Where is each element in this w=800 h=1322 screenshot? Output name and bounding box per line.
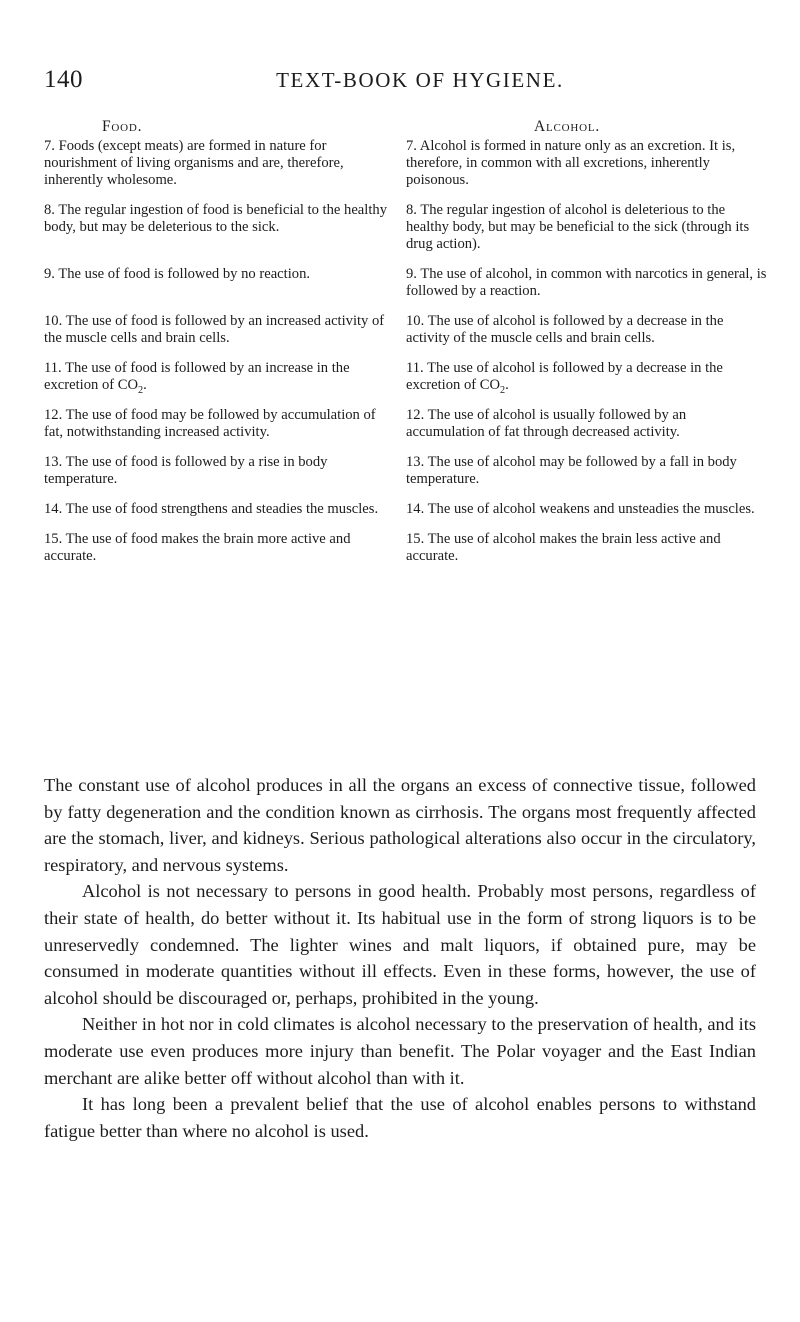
food-item-13: 13. The use of food is followed by a rise in body temperature. — [44, 454, 328, 487]
alcohol-item-11: 11. The use of alcohol is followed by a decrease in the excretion of $CO_2$. — [406, 360, 723, 396]
food-item-15: 15. The use of food makes the brain more active and accurate. — [44, 531, 351, 564]
paragraph-cirrhosis: The constant use of alcohol produces in all the organs an excess of connective tissue, followed by fatty degeneration and the condition known as cirrhosis. The organs most frequently affected are the stomach, liver, and kidneys. Serious pathological alterations also occur in the circulatory, respiratory, and nervous systems. — [44, 775, 756, 875]
paragraph-climates: Neither in hot nor in cold climates is alcohol necessary to the preservation of health, and its moderate use even produces more injury than benefit. The Polar voyager and the East Indian merchant are alike better off without alcohol than with it. — [44, 1014, 756, 1088]
alcohol-item-13: 13. The use of alcohol may be followed by a fall in body temperature. — [406, 454, 737, 487]
food-column-heading: Food. — [102, 118, 143, 135]
food-item-12: 12. The use of food may be followed by accumulation of fat, notwithstanding increased activity. — [44, 407, 376, 440]
comparison-table — [44, 118, 767, 578]
alcohol-item-7: 7. Alcohol is formed in nature only as an excretion. It is, therefore, in common with all excretions, inherently poisonous. — [406, 138, 736, 188]
alcohol-column-heading: Alcohol. — [534, 118, 601, 135]
body-text — [44, 772, 756, 1144]
alcohol-item-12: 12. The use of alcohol is usually followed by an accumulation of fat through decreased activity. — [406, 407, 687, 440]
alcohol-item-9: 9. The use of alcohol, in common with narcotics in general, is followed by a reaction. — [406, 266, 767, 299]
food-item-11: 11. The use of food is followed by an increase in the excretion of $CO_2$. — [44, 360, 350, 396]
paragraph-fatigue: It has long been a prevalent belief that the use of alcohol enables persons to withstand fatigue better than where no alcohol is used. — [44, 1094, 756, 1141]
alcohol-item-8: 8. The regular ingestion of alcohol is deleterious to the healthy body, but may be beneficial to the sick (through its drug action). — [406, 202, 750, 252]
page-number: 140 — [44, 66, 83, 93]
running-title: TEXT-BOOK OF HYGIENE. — [276, 68, 564, 92]
food-item-10: 10. The use of food is followed by an increased activity of the muscle cells and brain cells. — [44, 313, 385, 346]
food-item-14: 14. The use of food strengthens and steadies the muscles. — [44, 501, 379, 517]
food-item-8: 8. The regular ingestion of food is beneficial to the healthy body, but may be deleterious to the sick. — [44, 202, 387, 235]
alcohol-item-15: 15. The use of alcohol makes the brain less active and accurate. — [406, 531, 721, 564]
alcohol-item-14: 14. The use of alcohol weakens and unsteadies the muscles. — [406, 501, 755, 517]
paragraph-good-health: Alcohol is not necessary to persons in good health. Probably most persons, regardless of their state of health, do better without it. Its habitual use in the form of strong liquors is to be unreservedly condemned. The lighter wines and malt liquors, if obtained pure, may be consumed in moderate quantities without ill effects. Even in these forms, however, the use of alcohol should be discouraged or, perhaps, prohibited in the young. — [44, 881, 756, 1008]
alcohol-item-10: 10. The use of alcohol is followed by a decrease in the activity of the muscle cells and brain cells. — [406, 313, 724, 346]
food-item-7: 7. Foods (except meats) are formed in nature for nourishment of living organisms and are, therefore, inherently wholesome. — [44, 138, 344, 188]
food-item-9: 9. The use of food is followed by no reaction. — [44, 266, 311, 282]
